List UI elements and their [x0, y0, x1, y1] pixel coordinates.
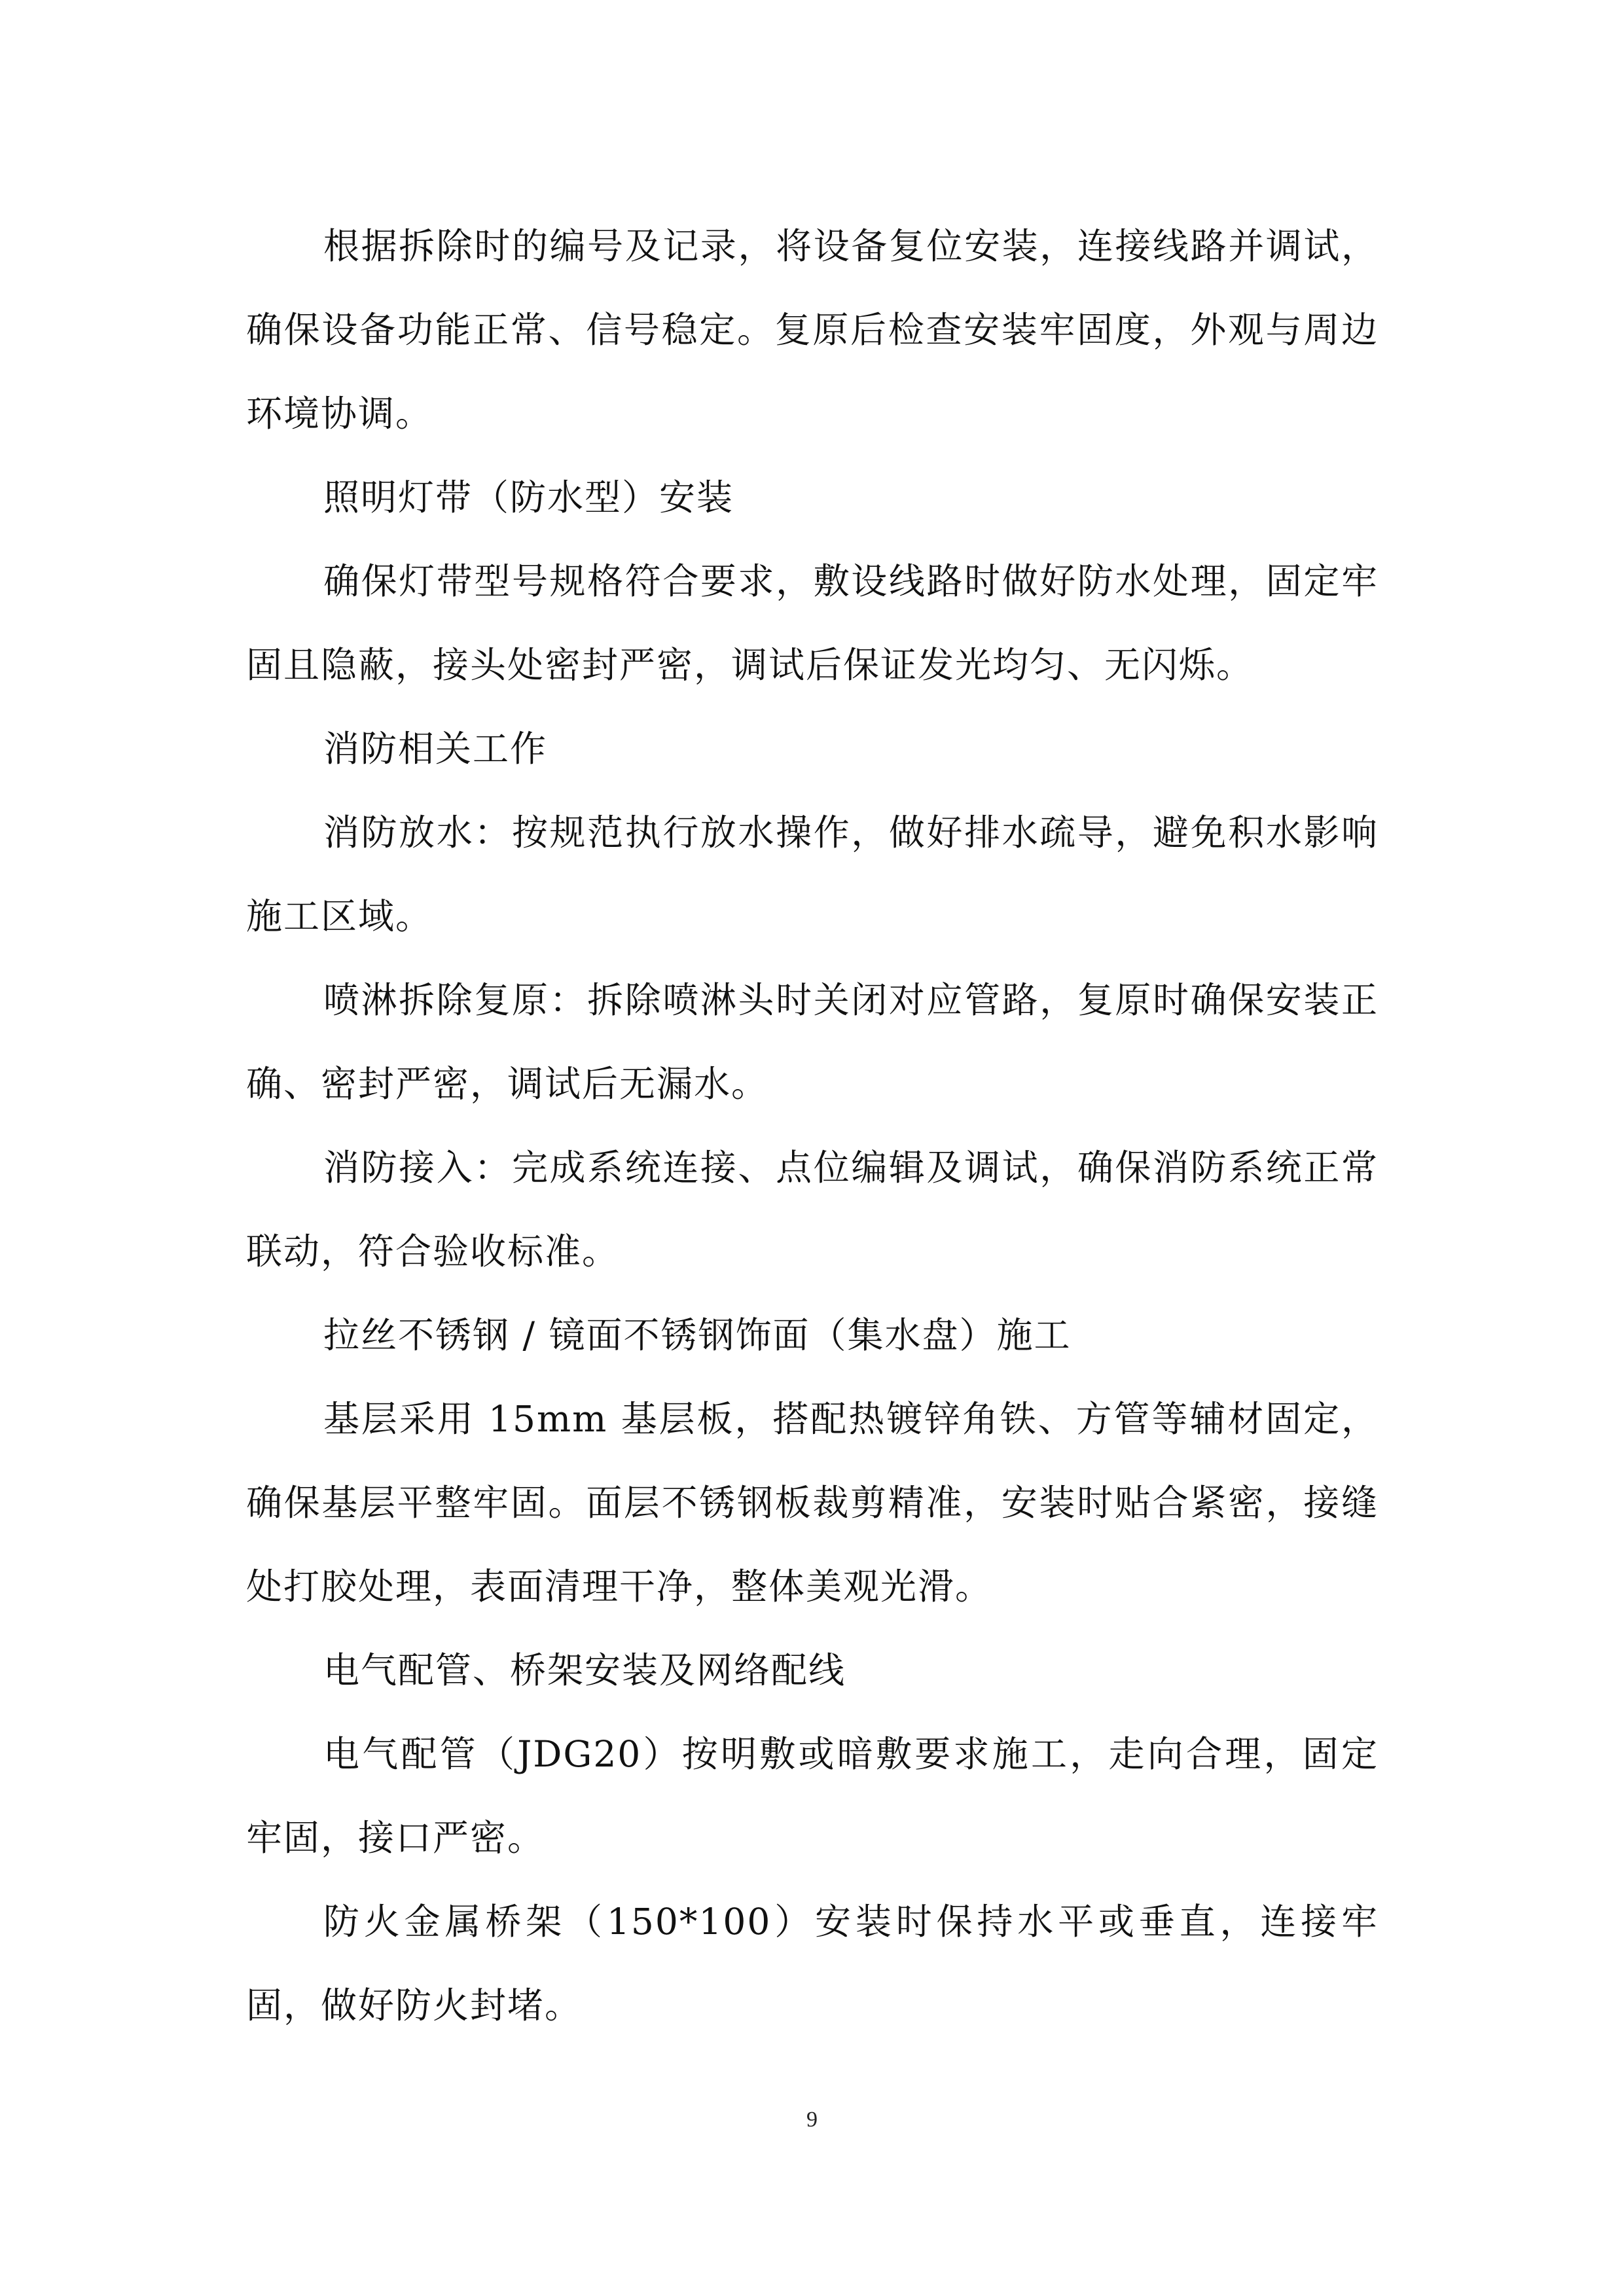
paragraph-device-restore: 根据拆除时的编号及记录，将设备复位安装，连接线路并调试，确保设备功能正常、信号稳定。复原后检查安装牢固度，外观与周边环境协调。	[246, 225, 1379, 435]
paragraph-stainless-steel: 基层采用 15mm 基层板，搭配热镀锌角铁、方管等辅材固定，确保基层平整牢固。面层不锈钢板裁剪精准，安装时贴合紧密，接缝处打胶处理，表面清理干净，整体美观光滑。	[246, 1398, 1379, 1607]
paragraph-fire-connection: 消防接入：完成系统连接、点位编辑及调试，确保消防系统正常联动，符合验收标准。	[246, 1147, 1379, 1272]
paragraph-fire-drain: 消防放水：按规范执行放水操作，做好排水疏导，避免积水影响施工区域。	[246, 812, 1379, 937]
heading-stainless-steel: 拉丝不锈钢 / 镜面不锈钢饰面（集水盘）施工	[323, 1314, 1072, 1356]
heading-electrical: 电气配管、桥架安装及网络配线	[323, 1649, 846, 1691]
paragraph-cable-tray: 防火金属桥架（150*100）安装时保持水平或垂直，连接牢固，做好防火封堵。	[246, 1901, 1379, 2026]
paragraph-lighting-strip: 确保灯带型号规格符合要求，敷设线路时做好防水处理，固定牢固且隐蔽，接头处密封严密，调试后保证发光均匀、无闪烁。	[246, 560, 1379, 686]
paragraph-sprinkler: 喷淋拆除复原：拆除喷淋头时关闭对应管路，复原时确保安装正确、密封严密，调试后无漏水。	[246, 979, 1379, 1105]
paragraph-conduit: 电气配管（JDG20）按明敷或暗敷要求施工，走向合理，固定牢固，接口严密。	[246, 1733, 1379, 1859]
heading-fire-protection: 消防相关工作	[323, 728, 548, 770]
document-body	[246, 204, 1379, 2047]
heading-lighting-strip: 照明灯带（防水型）安装	[323, 476, 734, 518]
page-number: 9	[806, 2108, 818, 2132]
